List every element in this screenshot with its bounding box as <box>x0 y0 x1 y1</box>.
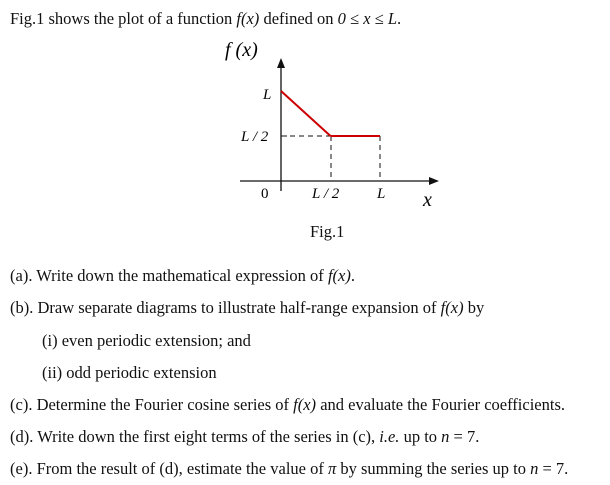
question-b-text: (b). Draw separate diagrams to illustrate half-range expansion of <box>10 298 441 317</box>
y-axis-title: f (x) <box>225 39 258 61</box>
question-e-text: (e). From the result of (d), estimate the value of <box>10 459 328 478</box>
figure-1-plot <box>195 36 455 211</box>
question-d-text: (d). Write down the first eight terms of the series in (c), <box>10 427 380 446</box>
intro-domain: 0 ≤ x ≤ L <box>337 9 398 28</box>
intro-prefix: Fig.1 shows the plot of a function <box>10 9 237 28</box>
x-tick-label-l: L <box>377 186 386 202</box>
y-tick-label-l: L <box>263 87 272 103</box>
question-b <box>10 298 484 318</box>
function-segment-decreasing <box>281 91 331 136</box>
intro-func: f(x) <box>236 9 260 28</box>
intro-suffix: . <box>397 9 402 28</box>
intro-mid: defined on <box>259 9 338 28</box>
question-b-func: f(x) <box>440 298 464 317</box>
question-e-pi: π <box>327 459 337 478</box>
question-a-suffix: . <box>350 266 355 285</box>
question-d-eq: = 7. <box>449 427 480 446</box>
y-tick-label-half: L / 2 <box>241 129 269 145</box>
figure-caption: Fig.1 <box>310 222 345 241</box>
y-axis-arrow <box>277 58 285 68</box>
question-d <box>10 427 479 447</box>
question-c-text: (c). Determine the Fourier cosine series of <box>10 395 294 414</box>
question-c <box>10 395 565 415</box>
question-b-i: (i) even periodic extension; and <box>42 331 251 350</box>
x-axis-arrow <box>429 177 439 185</box>
question-a-text: (a). Write down the mathematical expression of <box>10 266 328 285</box>
x-tick-label-half: L / 2 <box>312 186 340 202</box>
question-a-func: f(x) <box>327 266 351 285</box>
question-d-mid: up to <box>399 427 442 446</box>
question-c-func: f(x) <box>293 395 317 414</box>
question-e-n: n <box>530 459 539 478</box>
question-e-eq: = 7. <box>538 459 569 478</box>
question-a <box>10 266 355 286</box>
question-c-suffix: and evaluate the Fourier coefficients. <box>316 395 565 414</box>
x-axis-title: x <box>423 189 432 211</box>
question-e <box>10 459 568 479</box>
question-b-suffix: by <box>463 298 485 317</box>
question-e-mid: by summing the series up to <box>336 459 531 478</box>
question-d-ie: i.e. <box>379 427 400 446</box>
intro-line <box>10 9 401 29</box>
question-b-ii: (ii) odd periodic extension <box>42 363 217 382</box>
x-tick-label-0: 0 <box>261 186 269 202</box>
question-d-n: n <box>441 427 450 446</box>
